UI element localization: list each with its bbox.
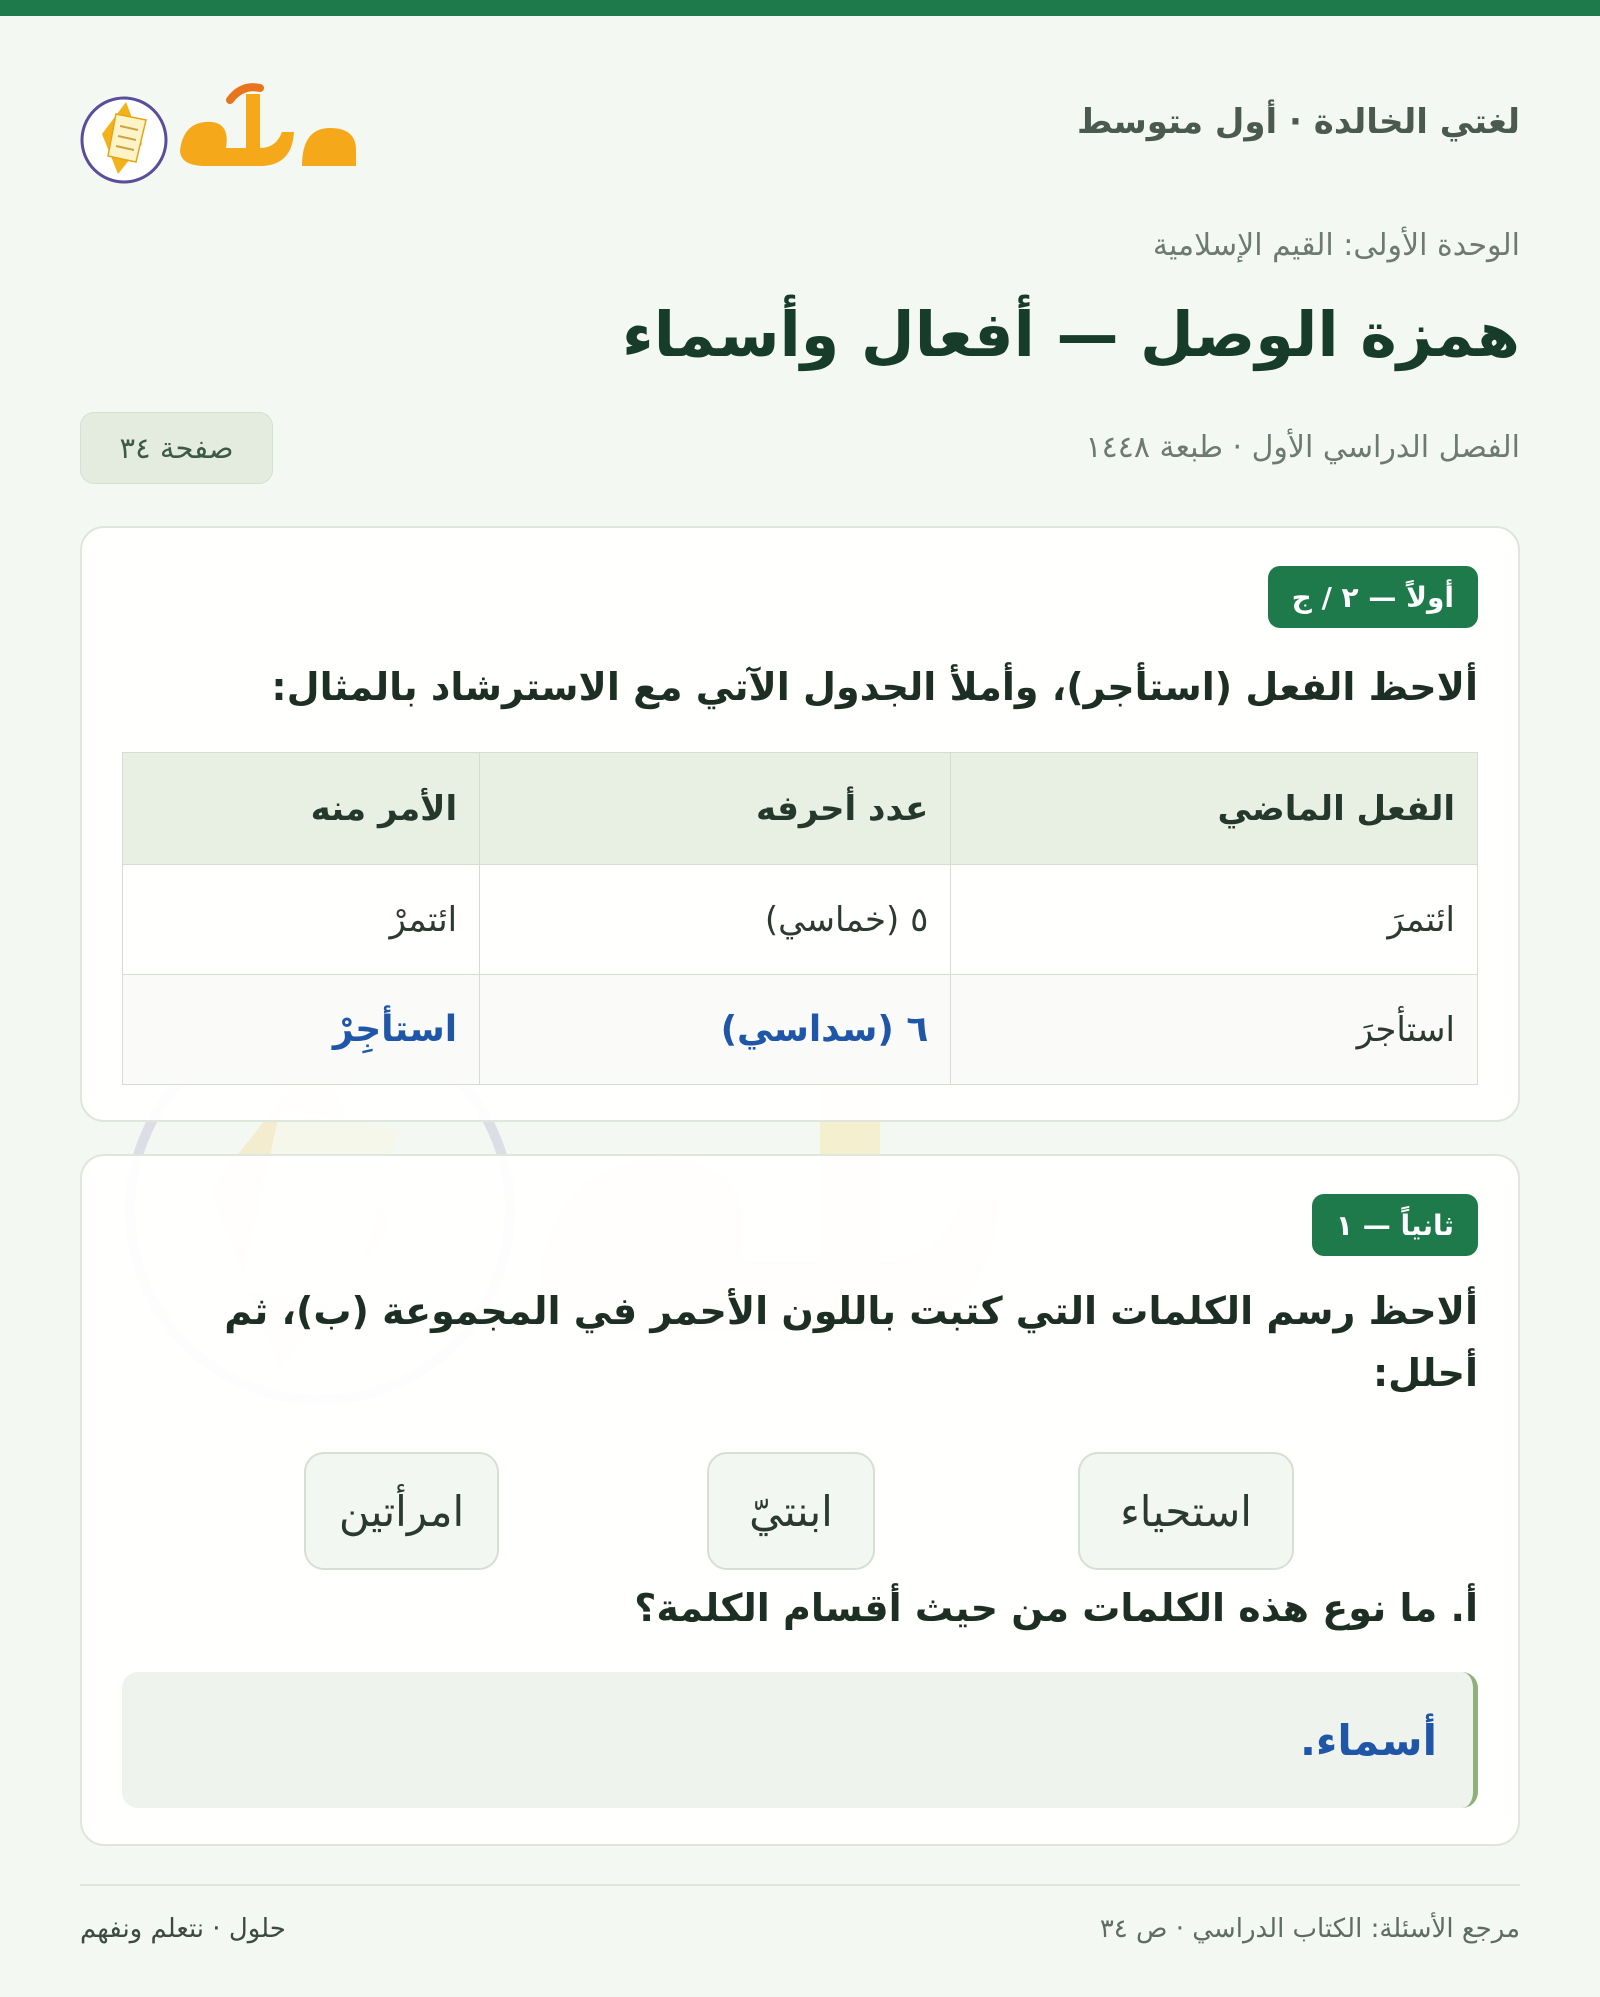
column-header: الفعل الماضي bbox=[951, 753, 1478, 865]
column-header: الأمر منه bbox=[123, 753, 480, 865]
table-row bbox=[123, 975, 1478, 1085]
footer-divider bbox=[80, 1884, 1520, 1886]
table-cell: استأجرَ bbox=[951, 975, 1478, 1085]
lesson-title: همزة الوصل — أفعال وأسماء bbox=[622, 298, 1520, 371]
page-header bbox=[80, 60, 1520, 190]
exercise-card-1 bbox=[80, 526, 1520, 1122]
page-number-badge: صفحة ٣٤ bbox=[80, 412, 273, 484]
verb-table bbox=[122, 752, 1478, 1085]
exercise-card-2 bbox=[80, 1154, 1520, 1846]
answer-text: أسماء. bbox=[1299, 1715, 1437, 1765]
subject-label: لغتي الخالدة · أول متوسط bbox=[1076, 102, 1520, 142]
term-label: الفصل الدراسي الأول · طبعة ١٤٤٨ bbox=[1085, 430, 1520, 465]
word-chip: امرأتين bbox=[304, 1452, 499, 1570]
word-chip: ابنتيّ bbox=[707, 1452, 875, 1570]
footer-brand: حلول · نتعلم ونفهم bbox=[80, 1914, 286, 1944]
table-cell: ٥ (خماسي) bbox=[480, 865, 951, 975]
exercise-question: ألاحظ الفعل (استأجر)، وأملأ الجدول الآتي مع الاسترشاد بالمثال: bbox=[271, 665, 1478, 709]
hulul-logo[interactable] bbox=[80, 70, 380, 190]
word-chip: استحياء bbox=[1078, 1452, 1294, 1570]
exercise-question: ألاحظ رسم الكلمات التي كتبت باللون الأحمر في المجموعة (ب)، ثم أحلل: bbox=[224, 1289, 1478, 1395]
table-header-row bbox=[123, 753, 1478, 865]
exercise-tag: أولاً — ٢ / ج bbox=[1268, 566, 1478, 628]
sub-question: أ. ما نوع هذه الكلمات من حيث أقسام الكلمة؟ bbox=[634, 1586, 1478, 1630]
unit-label: الوحدة الأولى: القيم الإسلامية bbox=[1152, 228, 1520, 263]
answer-cell: ٦ (سداسي) bbox=[480, 975, 951, 1085]
table-cell: ائتمرْ bbox=[123, 865, 480, 975]
column-header: عدد أحرفه bbox=[480, 753, 951, 865]
answer-cell: استأجِرْ bbox=[123, 975, 480, 1085]
table-row bbox=[123, 865, 1478, 975]
exercise-tag: ثانياً — ١ bbox=[1312, 1194, 1478, 1256]
footer-reference: مرجع الأسئلة: الكتاب الدراسي · ص ٣٤ bbox=[1099, 1914, 1520, 1944]
table-cell: ائتمرَ bbox=[951, 865, 1478, 975]
top-accent-bar bbox=[0, 0, 1600, 16]
answer-box bbox=[122, 1672, 1478, 1808]
